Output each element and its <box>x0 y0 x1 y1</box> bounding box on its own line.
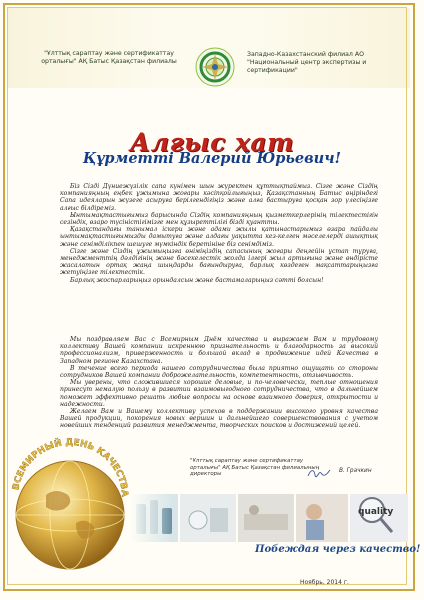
paragraph: Желаем Вам и Вашему коллективу успехов в поддержании высокого уровня качества Вашей продукции, покорения новых вершин и дальнейшего совершенствования с учетом новейших тенденций развития менеджмента, творческих поисков и достижений целей. <box>60 408 378 430</box>
org-name-kz: "Ұлттық сараптау және сертификаттау орталығы" АҚ Батыс Қазақстан филиалы <box>41 50 177 65</box>
handwritten-signature <box>307 467 331 479</box>
paragraph: Біз Сізді Дүниежүзілік сапа күнімен шын жүректен құттықтаймыз. Сізге және Сіздің компанияңның еңбек ұжымына жоғары кәсіпқойлығыңыз, Қазақстанның Батыс өңіріндегі Сапа идеяларын жүзеге асыруға берілгендігіңіз және алға бастыруға қосқан зор үлесіңізге алғыс білдіреміз. <box>60 183 378 212</box>
signatory-name: В. Грачкин <box>339 468 372 474</box>
golden-globe-emblem <box>6 425 134 585</box>
paragraph: В течение всего периода нашего сотрудничества была приятно ощущать со стороны сотрудников Вашей компании доброжелательность, компетентность, отзывчивость. <box>60 364 378 380</box>
page-title: Алғыс хат <box>129 128 295 157</box>
paragraph: Қазақстандағы танымал іскери және адами жылы қатынастарымыз өзара пайдалы ынтымақтастығымызды дамытуға және алдағы уақытта кез-келген мәселелерді ашықтық және сенімділікпен шешуге мүмкіндік беретініне біз сенімдіміз. <box>60 226 378 248</box>
paragraph: Сізге және Сіздің ұжымыңызға өніміңіздің сапасының жоғары деңгейін ұстап тұруға, менеджменттің дәлдігінің және бәсекелестік жолда ілгері жыл артығына және өндірісте жасалатын ортақ жаңа шыңдарды бағындыруға, барлық көздеген мақсаттарыңызға жетуіңізге тілектестік. <box>60 247 378 277</box>
org-name-ru: Западно-Казахстанский филиал АО "Национальный центр экспертизы и сертификации" <box>247 51 367 74</box>
body-text-ru <box>60 336 378 430</box>
paragraph: Мы поздравляем Вас с Всемирным Днём качества и выражаем Вам и трудовому коллективу Вашей компании искреннюю признательность и благодарность за высокий профессионализм, приверженность и большой вклад в продвижение идей Качества в Западном регионе Казахстана. <box>60 336 378 365</box>
addressee: Құрметті Валерий Юрьевич! <box>83 150 341 167</box>
paragraph: Барлық жоспарларыңыз орындалсын және бастамаларыңыз сәтті болсын! <box>70 276 324 284</box>
date: Ноябрь, 2014 г. <box>300 579 349 586</box>
signatory-org: "Ұлттық сараптау және сертификаттау орталығы" АҚ Батыс Қазақстан филиалының директоры <box>190 458 320 478</box>
globe-text: ВСЕМИРНЫЙ ДЕНЬ КАЧЕСТВА <box>11 437 130 498</box>
paragraph: Ынтымақтастығымыз барысында Сіздің компанияңның қызметкерлерінің тілектестігін сезіндік, өзаро түсіністігімізге мен құзыреттілігі бізді қуантты. <box>60 211 378 227</box>
body-text-kz <box>60 183 378 284</box>
ncec-logo-icon <box>194 46 236 88</box>
paragraph: Мы уверены, что сложившиеся хорошие деловые, и по-человечески, теплые отношения принесут немалую пользу в развитии взаимовыгодного сотрудничества, что в дальнейшем поможет эффективно решать любые вопросы на основе взаимного доверия, открытости и надежности. <box>60 379 378 408</box>
slogan: Побеждая через качество! <box>255 544 421 555</box>
